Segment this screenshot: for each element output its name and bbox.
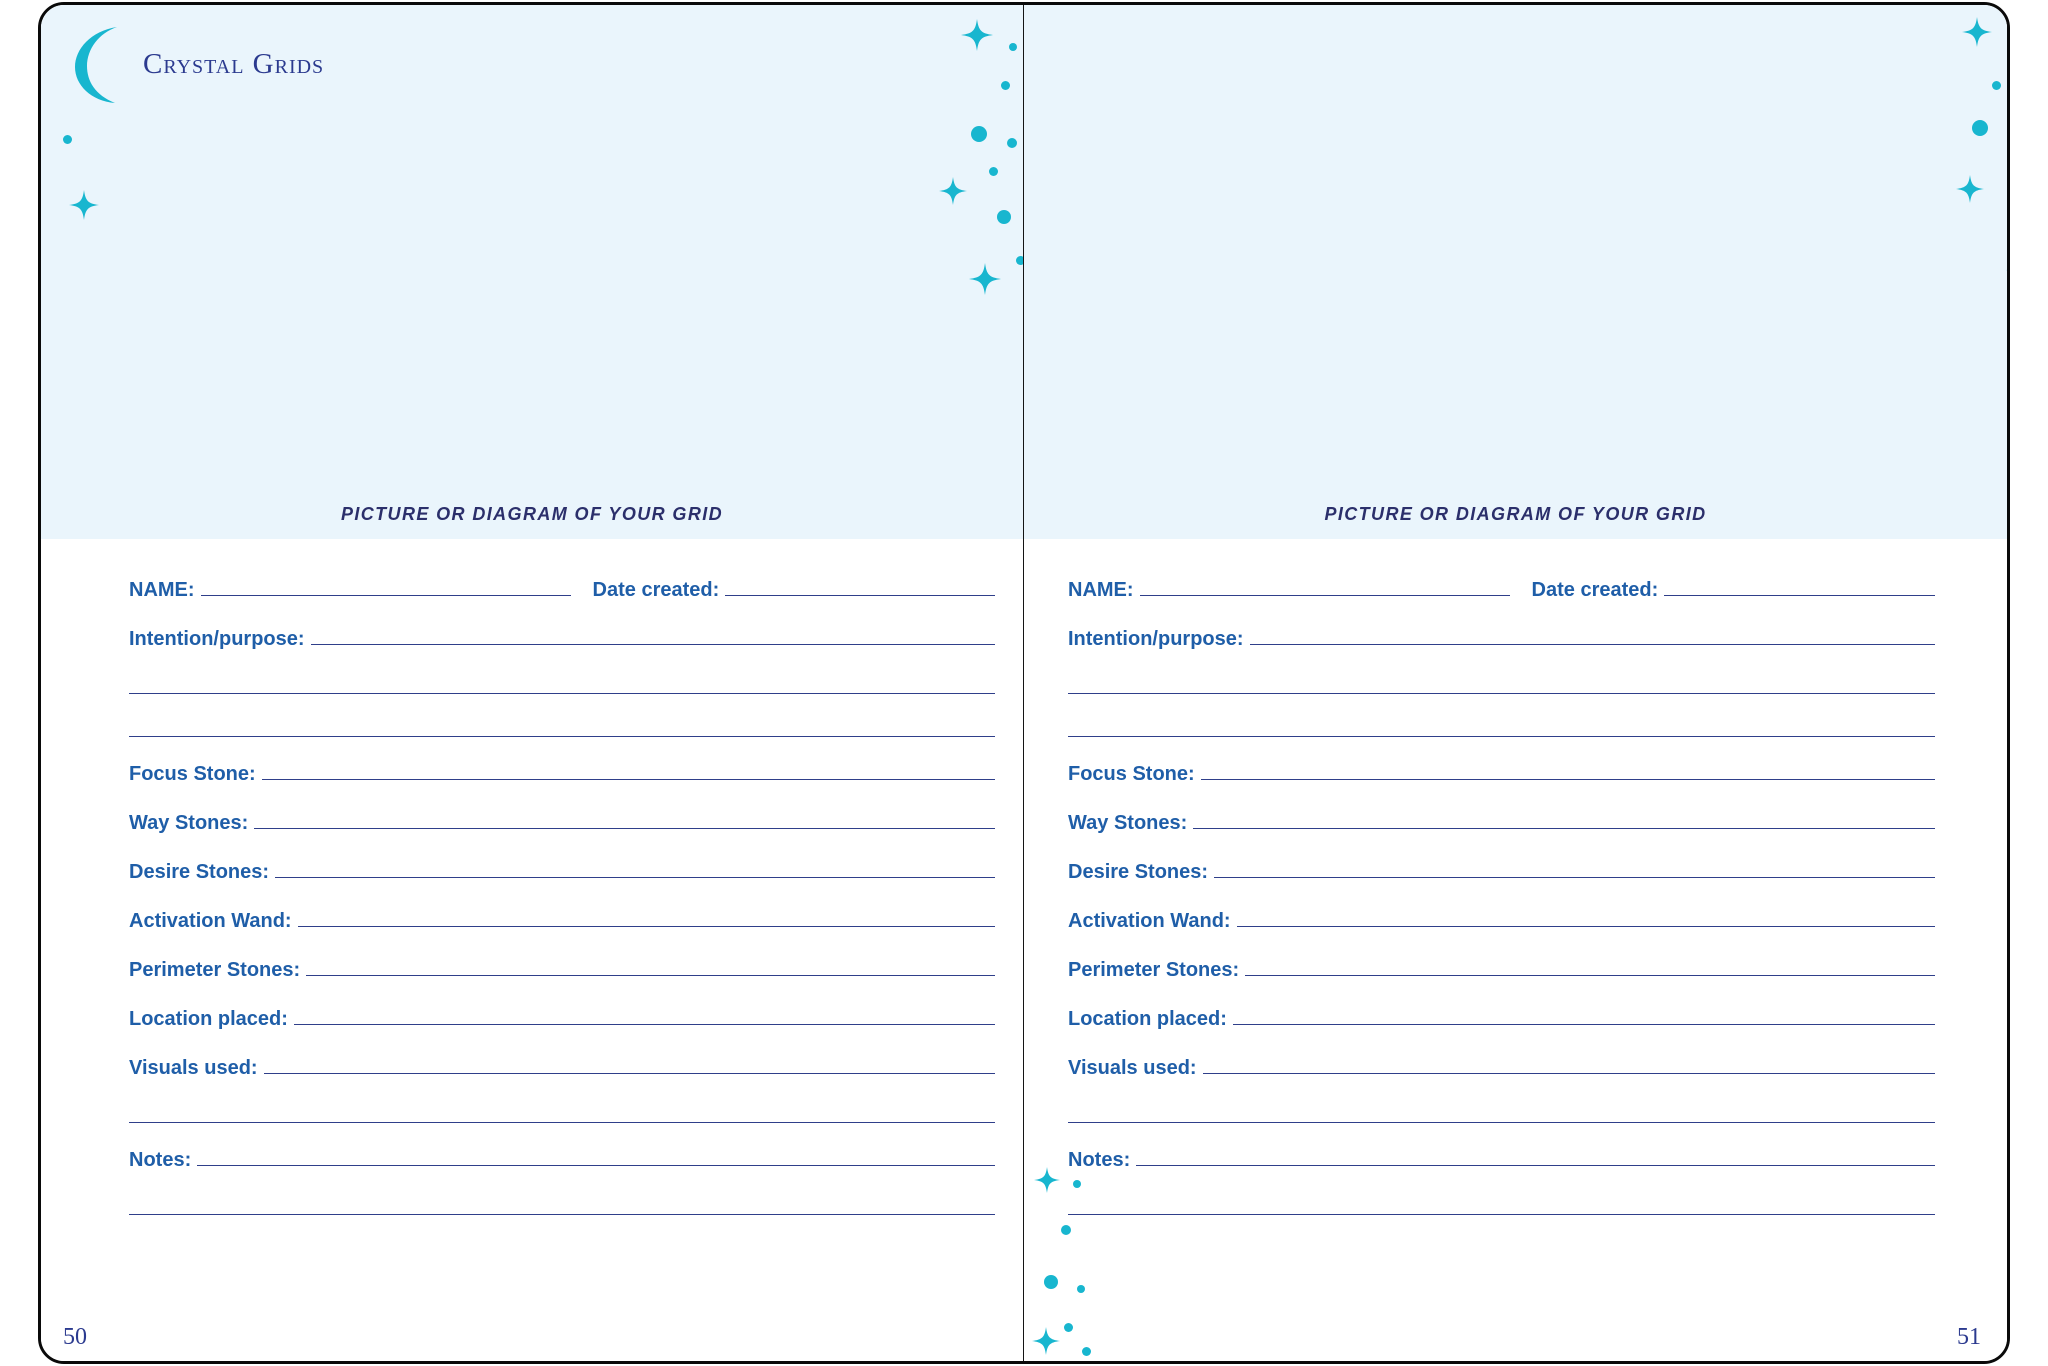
field-row-activation-wand xyxy=(1068,909,1935,933)
sparkle-dot xyxy=(1064,1323,1073,1332)
field-row-perimeter-stones xyxy=(1068,958,1935,982)
input-date-created[interactable] xyxy=(1664,578,1935,596)
label-activation-wand: Activation Wand: xyxy=(1068,910,1231,932)
field-row-perimeter-stones xyxy=(129,958,995,982)
field-row-focus-stone xyxy=(129,762,995,786)
sparkle-star xyxy=(969,263,1001,295)
page-title: Crystal Grids xyxy=(143,47,325,80)
input-visuals-used[interactable] xyxy=(1203,1056,1935,1074)
page-header xyxy=(61,21,324,107)
label-name: NAME: xyxy=(129,579,195,601)
label-notes: Notes: xyxy=(1068,1149,1131,1171)
field-row-visuals-used xyxy=(129,1056,995,1080)
sparkle-dot xyxy=(1992,81,2001,90)
input-notes[interactable] xyxy=(1136,1148,1935,1166)
input-visuals-used-line2[interactable] xyxy=(129,1108,995,1123)
label-focus-stone: Focus Stone: xyxy=(1068,763,1195,785)
label-perimeter-stones: Perimeter Stones: xyxy=(129,959,301,981)
sparkle-dot xyxy=(971,126,987,142)
label-date-created: Date created: xyxy=(1531,579,1659,601)
field-row-notes xyxy=(1068,1148,1935,1172)
panel-caption: PICTURE OR DIAGRAM OF YOUR GRID xyxy=(340,504,724,524)
grid-form-right xyxy=(1024,578,2007,1215)
sparkle-star xyxy=(1956,175,1984,203)
input-way-stones[interactable] xyxy=(1193,811,1935,829)
input-activation-wand[interactable] xyxy=(298,909,995,927)
field-row-intention xyxy=(129,627,995,651)
sparkle-star xyxy=(961,19,993,51)
input-intention[interactable] xyxy=(311,627,995,645)
label-name: NAME: xyxy=(1068,579,1134,601)
input-name[interactable] xyxy=(1140,578,1510,596)
sparkle-star xyxy=(69,190,99,220)
sparkle-dot xyxy=(1082,1347,1091,1356)
label-way-stones: Way Stones: xyxy=(129,812,249,834)
field-row-way-stones xyxy=(1068,811,1935,835)
sparkle-dot xyxy=(1001,81,1010,90)
label-desire-stones: Desire Stones: xyxy=(129,861,270,883)
sparkle-dot xyxy=(989,167,998,176)
input-desire-stones[interactable] xyxy=(1214,860,1935,878)
field-row-way-stones xyxy=(129,811,995,835)
input-focus-stone[interactable] xyxy=(1201,762,1935,780)
crescent-moon-icon xyxy=(61,21,133,107)
label-way-stones: Way Stones: xyxy=(1068,812,1188,834)
sparkle-star xyxy=(1962,17,1992,47)
input-location-placed[interactable] xyxy=(1233,1007,1935,1025)
field-row-desire-stones xyxy=(129,860,995,884)
page-number-right: 51 xyxy=(1957,1324,1981,1350)
field-row-name xyxy=(1068,578,1935,602)
sparkle-dot xyxy=(1016,256,1023,265)
input-focus-stone[interactable] xyxy=(262,762,995,780)
input-notes-line2[interactable] xyxy=(129,1200,995,1215)
label-visuals-used: Visuals used: xyxy=(1068,1057,1197,1079)
field-row-name xyxy=(129,578,995,602)
label-perimeter-stones: Perimeter Stones: xyxy=(1068,959,1240,981)
label-notes: Notes: xyxy=(129,1149,192,1171)
spread-frame xyxy=(38,2,2010,1364)
label-location-placed: Location placed: xyxy=(1068,1008,1227,1030)
input-visuals-used[interactable] xyxy=(264,1056,995,1074)
field-row-intention xyxy=(1068,627,1935,651)
input-way-stones[interactable] xyxy=(254,811,995,829)
input-name[interactable] xyxy=(201,578,571,596)
sparkle-star xyxy=(2006,255,2007,285)
sparkle-dot xyxy=(997,210,1011,224)
page-number-left: 50 xyxy=(63,1324,87,1350)
sparkle-dot xyxy=(1009,43,1017,51)
input-intention-line3[interactable] xyxy=(129,722,995,737)
sparkle-star xyxy=(939,177,967,205)
sparkle-dot xyxy=(1972,120,1988,136)
input-notes[interactable] xyxy=(197,1148,995,1166)
label-location-placed: Location placed: xyxy=(129,1008,288,1030)
input-intention-line2[interactable] xyxy=(1068,679,1935,694)
label-intention: Intention/purpose: xyxy=(129,628,305,650)
input-activation-wand[interactable] xyxy=(1237,909,1935,927)
input-visuals-used-line2[interactable] xyxy=(1068,1108,1935,1123)
label-focus-stone: Focus Stone: xyxy=(129,763,256,785)
input-perimeter-stones[interactable] xyxy=(1245,958,1935,976)
input-perimeter-stones[interactable] xyxy=(306,958,995,976)
field-row-activation-wand xyxy=(129,909,995,933)
field-row-location-placed xyxy=(129,1007,995,1031)
input-intention[interactable] xyxy=(1250,627,1935,645)
page-left xyxy=(41,5,1024,1361)
input-desire-stones[interactable] xyxy=(275,860,995,878)
grid-form-left xyxy=(41,578,1023,1215)
field-row-focus-stone xyxy=(1068,762,1935,786)
field-row-location-placed xyxy=(1068,1007,1935,1031)
input-notes-line2[interactable] xyxy=(1068,1200,1935,1215)
sparkle-dot xyxy=(63,135,72,144)
label-intention: Intention/purpose: xyxy=(1068,628,1244,650)
input-intention-line2[interactable] xyxy=(129,679,995,694)
input-date-created[interactable] xyxy=(725,578,995,596)
input-location-placed[interactable] xyxy=(294,1007,995,1025)
grid-drawing-panel-left[interactable] xyxy=(41,5,1023,539)
panel-caption: PICTURE OR DIAGRAM OF YOUR GRID xyxy=(1324,504,1707,524)
field-row-notes xyxy=(129,1148,995,1172)
page-right xyxy=(1024,5,2007,1361)
sparkle-star xyxy=(1032,1327,1060,1355)
label-activation-wand: Activation Wand: xyxy=(129,910,292,932)
sparkle-dot xyxy=(1077,1285,1085,1293)
input-intention-line3[interactable] xyxy=(1068,722,1935,737)
grid-drawing-panel-right[interactable] xyxy=(1024,5,2007,539)
field-row-visuals-used xyxy=(1068,1056,1935,1080)
label-visuals-used: Visuals used: xyxy=(129,1057,258,1079)
sparkle-dot xyxy=(1061,1225,1071,1235)
sparkle-dot xyxy=(1044,1275,1058,1289)
label-date-created: Date created: xyxy=(592,579,720,601)
label-desire-stones: Desire Stones: xyxy=(1068,861,1209,883)
sparkle-dot xyxy=(1007,138,1017,148)
field-row-desire-stones xyxy=(1068,860,1935,884)
